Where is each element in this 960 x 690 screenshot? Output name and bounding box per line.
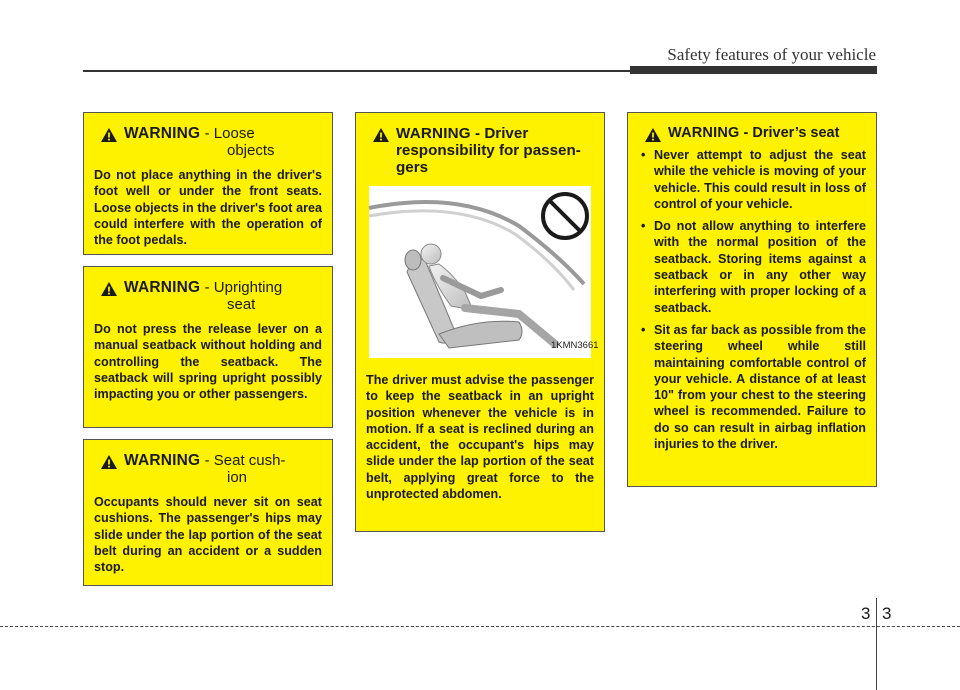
warning-title: [124, 125, 275, 159]
header-title: Safety features of your vehicle: [667, 45, 876, 64]
warning-body: The driver must advise the passenger to keep the seatback in an upright position whenever the vehicle is in motion. If a seat is reclined during an accident, the occupant's hips may slide under the lap portion of the seat belt, applying great force to the unprotected abdomen.: [366, 373, 594, 502]
warning-header: [94, 279, 322, 313]
figure-code: 1KMN3661: [551, 340, 599, 351]
page-number-divider: [876, 598, 877, 690]
warning-header: [94, 452, 322, 486]
warning-title: [668, 125, 839, 142]
warning-title: [124, 279, 282, 313]
warning-title: [396, 125, 594, 176]
footer-rule: [0, 626, 960, 627]
warning-box-loose-objects: [83, 112, 333, 255]
warning-box-uprighting-seat: [83, 266, 333, 428]
warning-keyword: WARNING: [124, 125, 201, 142]
warning-keyword: WARNING: [396, 125, 471, 142]
warning-box-driver-responsibility: [355, 112, 605, 532]
warning-body: Do not press the release lever on a manual seatback without holding and controlling the seatback. The seatback will spring upright possibly impacting you or other passengers.: [94, 322, 322, 402]
warning-box-seat-cushion: [83, 439, 333, 586]
warning-body: Do not place anything in the driver's foot well or under the front seats. Loose objects in the driver's foot area could interfere with the operation of the foot pedals.: [94, 168, 322, 248]
reclined-seat-figure: [369, 186, 591, 358]
list-item: • Never attempt to adjust the seat while the vehicle is moving of your vehicle. This could result in loss of control of your vehicle.: [638, 147, 866, 212]
warning-subject: - Uprighting: [204, 279, 283, 296]
warning-keyword: WARNING: [124, 452, 201, 469]
illustration-reclined-occupant: [369, 186, 599, 358]
warning-triangle-icon: [100, 127, 118, 143]
warning-subject-continued: objects: [227, 142, 275, 159]
warning-triangle-icon: [100, 281, 118, 297]
list-item: • Do not allow anything to interfere with the normal position of the seatback. Storing items against a seatback or in any other way interfering with proper locking of a seatback.: [638, 218, 866, 316]
warning-keyword: WARNING: [668, 125, 740, 141]
warning-header: [638, 125, 866, 143]
warning-subject-continued: seat: [227, 296, 256, 313]
warning-header: [366, 125, 594, 176]
warning-subject: - Seat cush-: [204, 452, 286, 469]
chapter-number: 3: [861, 604, 871, 623]
prohibition-icon: [543, 194, 587, 238]
warning-keyword: WARNING: [124, 279, 201, 296]
warning-header: [94, 125, 322, 159]
warning-title: [124, 452, 286, 486]
warning-box-drivers-seat: [627, 112, 877, 487]
warning-triangle-icon: [372, 127, 390, 143]
warning-bullet-list: [638, 147, 866, 452]
warning-subject: - Loose: [204, 125, 255, 142]
header-rule-accent: [630, 66, 877, 74]
warning-subject-continued: ion: [227, 469, 248, 486]
warning-body: Occupants should never sit on seat cushions. The passenger's hips may slide under the lap portion of the seat belt during an accident or a sudden stop.: [94, 495, 322, 575]
header-rule: [83, 70, 630, 72]
warning-subject: - Driver’s seat: [743, 125, 840, 141]
list-item: • Sit as far back as possible from the steering wheel while still maintaining comfortable control of your vehicle. A distance of at least 10" from your chest to the steering wheel is recommended. Failure to do so can result in airbag inflation injuries to the driver.: [638, 322, 866, 452]
warning-triangle-icon: [644, 127, 662, 143]
warning-triangle-icon: [100, 454, 118, 470]
warning-subject: - Driver responsibility for passengers: [396, 125, 581, 176]
page-number: 3: [882, 604, 892, 623]
